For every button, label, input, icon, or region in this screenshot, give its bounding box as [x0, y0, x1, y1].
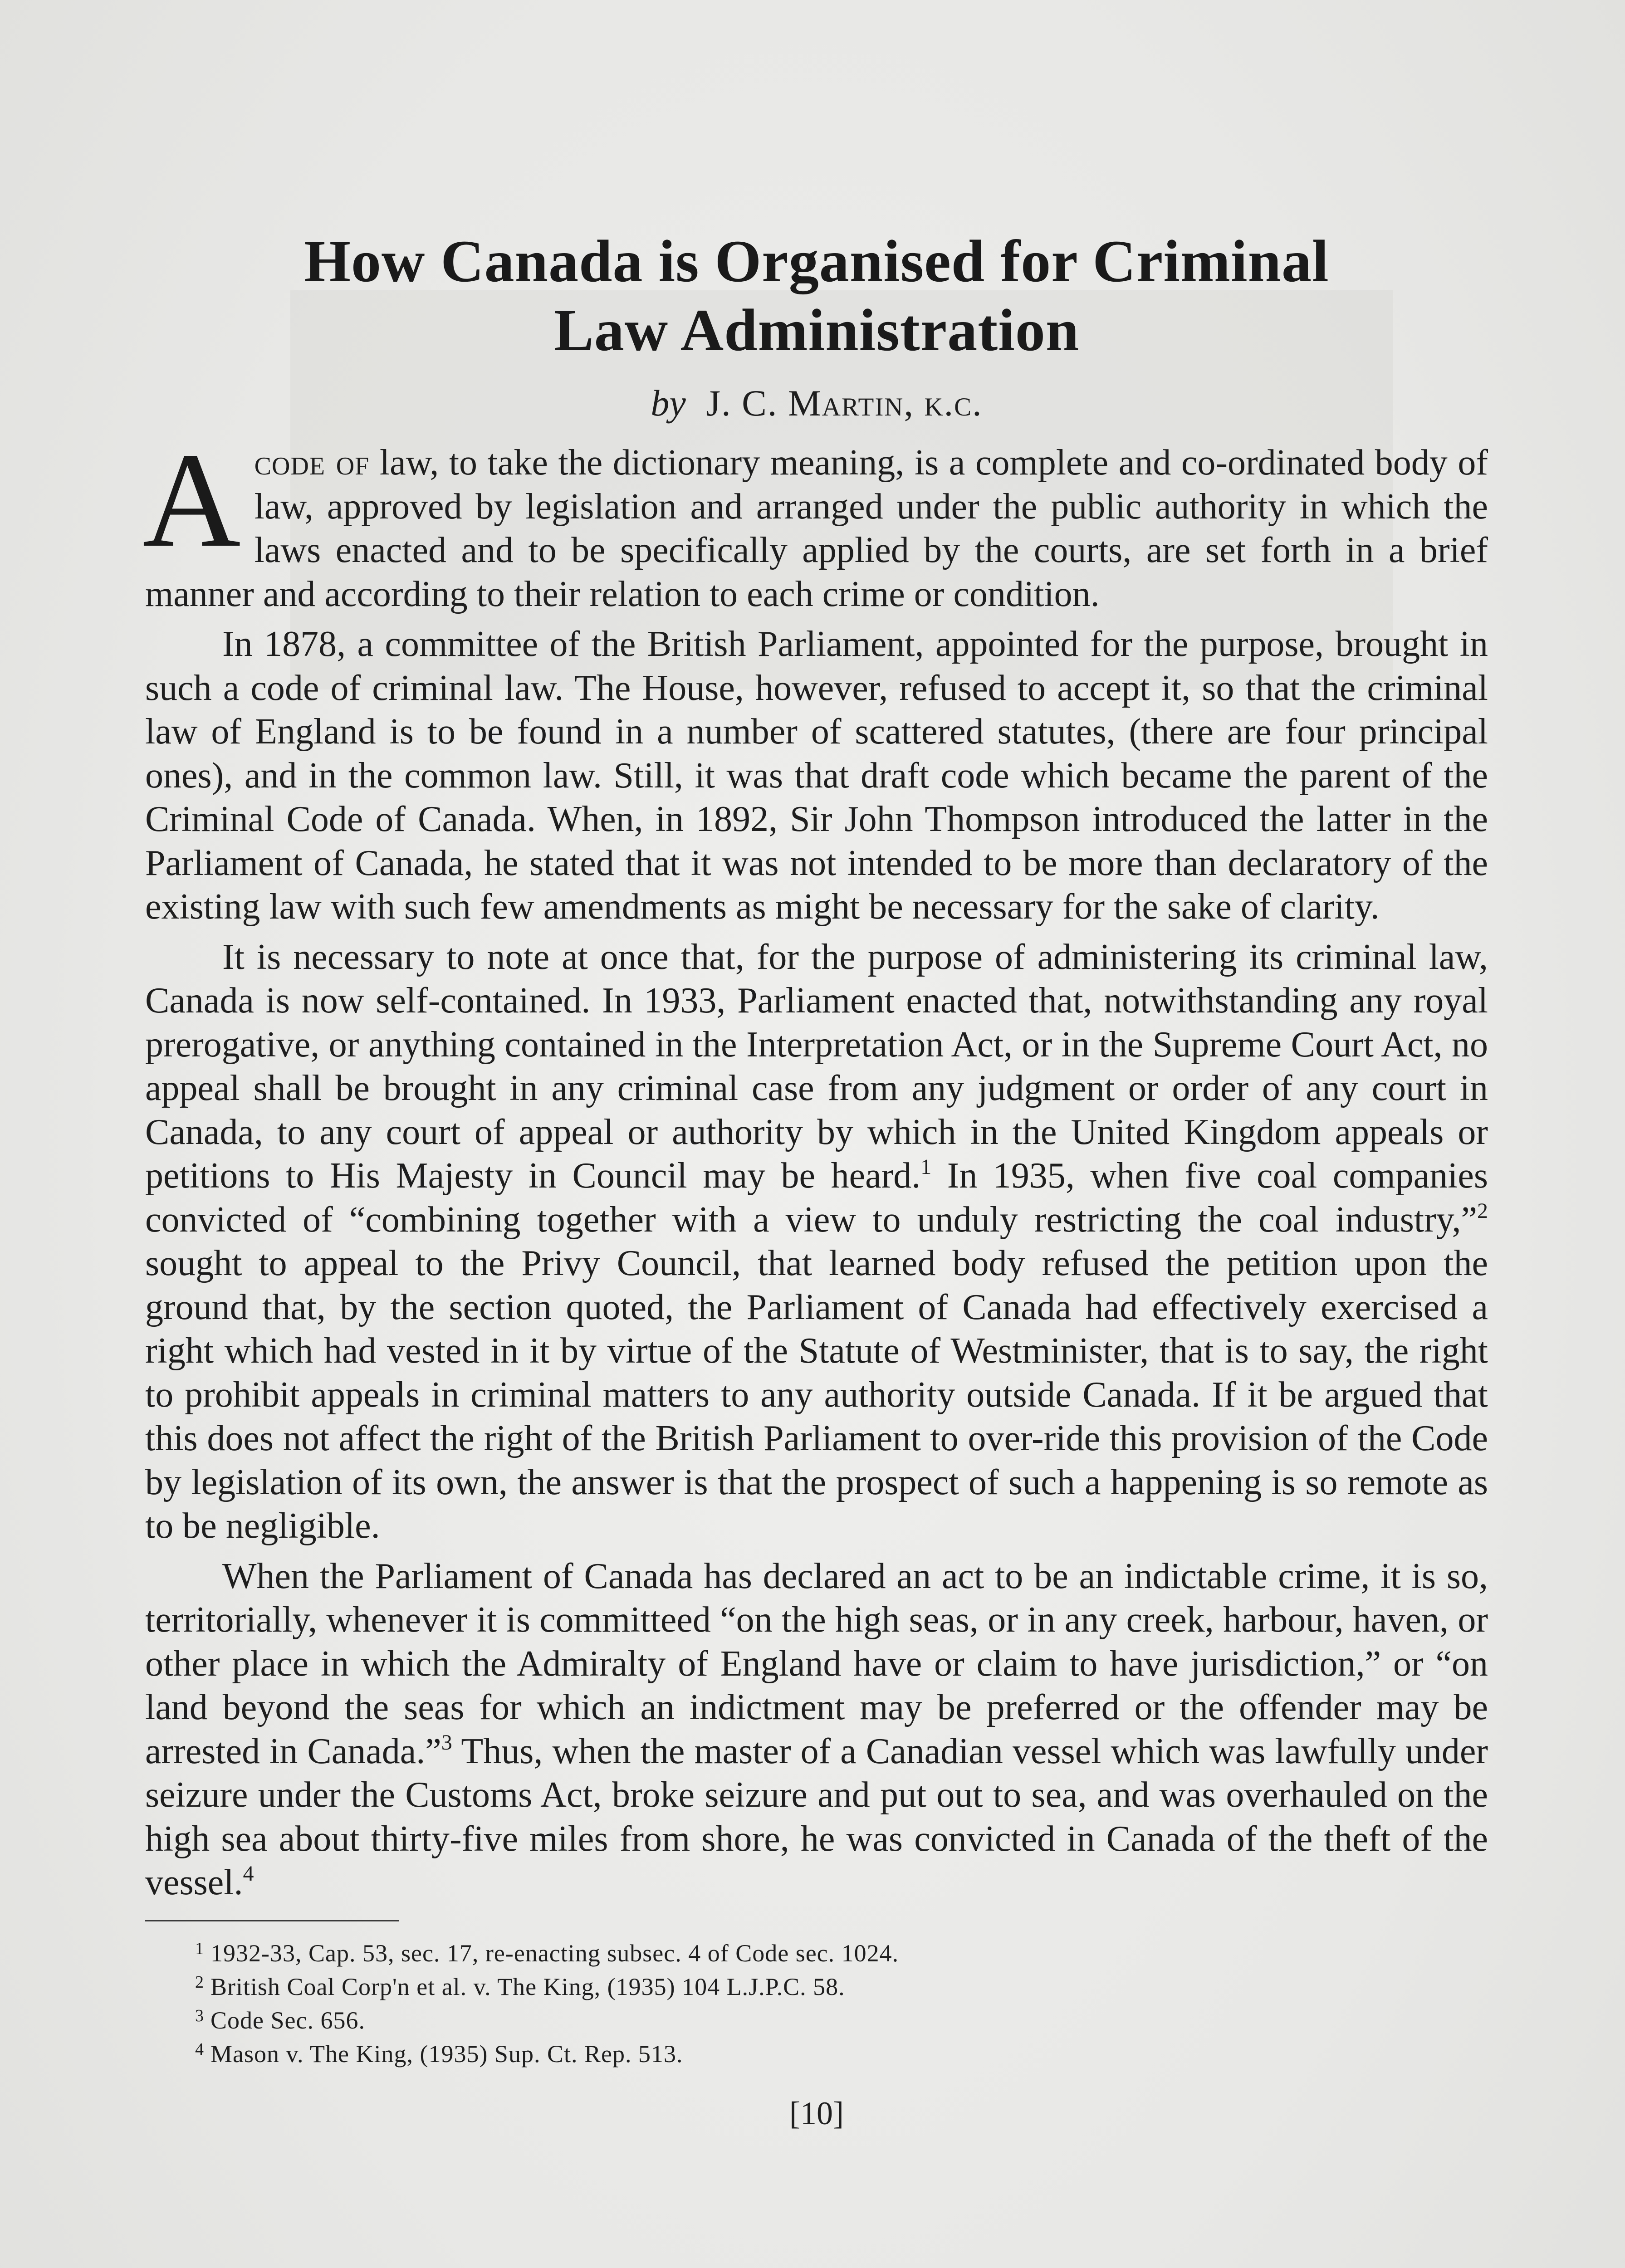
footnote-divider [145, 1920, 399, 1921]
author-name: J. C. Martin, k.c. [706, 382, 983, 424]
article-title [145, 227, 1488, 365]
paragraph-3-part-a: It is necessary to note at once that, for the purpose of administering its criminal law, Canada is now self-contained. In 1933, Parliament enacted that, notwithstanding any royal prerogative, or anything contained in the Interpretation Act, or in the Supreme Court Act, no appeal shall be brought in any criminal case from any judgment or order of any court in Canada, to any court of appeal or authority by which in the United Kingdom appeals or petitions to His Majesty in Council may be heard. [145, 937, 1488, 1196]
footnote-ref-3: 3 [441, 1730, 452, 1755]
paragraph-4 [145, 1554, 1488, 1905]
paragraph-3-part-c: sought to appeal to the Privy Council, that learned body refused the petition upon the ground that, by the section quoted, the Parliament of Canada had effectively exercised a right which had vested in it by virtue of the Statute of Westminister, that is to say, the right to prohibit appeals in criminal matters to any authority outside Canada. If it be argued that this does not affect the right of the British Parliament to over-ride this provision of the Code by legislation of its own, the answer is that the prospect of such a happening is so remote as to be negligible. [145, 1243, 1488, 1546]
title-line-1: How Canada is Organised for Criminal [304, 228, 1329, 294]
paragraph-1-smallcaps: code of [254, 443, 370, 483]
footnotes [145, 1934, 1488, 2068]
footnote-number: 4 [195, 2039, 204, 2059]
byline-by: by [651, 382, 686, 424]
footnote-ref-4: 4 [243, 1862, 254, 1886]
page-number: [10] [789, 2095, 844, 2131]
paragraph-2: In 1878, a committee of the British Parliament, appointed for the purpose, brought in such a code of criminal law. The House, however, refused to accept it, so that the criminal law of England is to be found in a number of scattered statutes, (there are four principal ones), and in the common law. Still, it was that draft code which became the parent of the Criminal Code of Canada. When, in 1892, Sir John Thompson introduced the latter in the Parliament of Canada, he stated that it was not intended to be more than declaratory of the existing law with such few amendments as might be necessary for the sake of clarity. [145, 624, 1488, 927]
footnote-number: 2 [195, 1972, 204, 1992]
footnote-text: Mason v. The King, (1935) Sup. Ct. Rep. 513. [210, 2040, 683, 2068]
footnote-text: 1932-33, Cap. 53, sec. 17, re-enacting subsec. 4 of Code sec. 1024. [210, 1939, 899, 1967]
paragraph-3-part-b: In 1935, when five coal companies convicted of “combining together with a view to unduly restricting the coal industry,” [145, 1156, 1488, 1240]
byline [145, 382, 1488, 425]
paragraph-3 [145, 935, 1488, 1548]
footnote-ref-2: 2 [1477, 1198, 1488, 1223]
footnote-ref-1: 1 [920, 1155, 932, 1179]
article-body [142, 425, 1488, 1905]
article-column [142, 227, 1488, 2132]
paragraph-4-part-a: When the Parliament of Canada has declared an act to be an indictable crime, it is so, territorially, whenever it is committeed “on the high seas, or in any creek, harbour, haven, or other place in which the Admiralty of England have or claim to have jurisdiction,” or “on land beyond the seas for which an indictment may be preferred or the offender may be arrested in Canada.” [145, 1556, 1488, 1771]
paragraph-1 [142, 425, 1488, 616]
title-line-2: Law Administration [553, 297, 1080, 363]
footnote [195, 2035, 1488, 2068]
paragraph-4-part-b: Thus, when the master of a Canadian vessel which was lawfully under seizure under the Customs Act, broke seizure and put out to sea, and was overhauled on the high sea about thirty-five miles from shore, he was convicted in Canada of the theft of the vessel. [145, 1731, 1488, 1902]
footnote [195, 1968, 1488, 2001]
footnote-number: 3 [195, 2006, 204, 2025]
footnote [195, 2001, 1488, 2035]
footnote [195, 1934, 1488, 1968]
footnote-text: Code Sec. 656. [210, 2006, 365, 2034]
footnote-number: 1 [195, 1939, 204, 1958]
paragraph-1-text: law, to take the dictionary meaning, is a complete and co-ordinated body of law, approved by legislation and arranged under the public authority in which the laws enacted and to be specifically applied by the courts, are set forth in a brief manner and according to their relation to each crime or condition. [145, 443, 1488, 614]
footnote-text: British Coal Corp'n et al. v. The King, (1935) 104 L.J.P.C. 58. [210, 1973, 845, 2000]
drop-cap: A [142, 425, 241, 575]
